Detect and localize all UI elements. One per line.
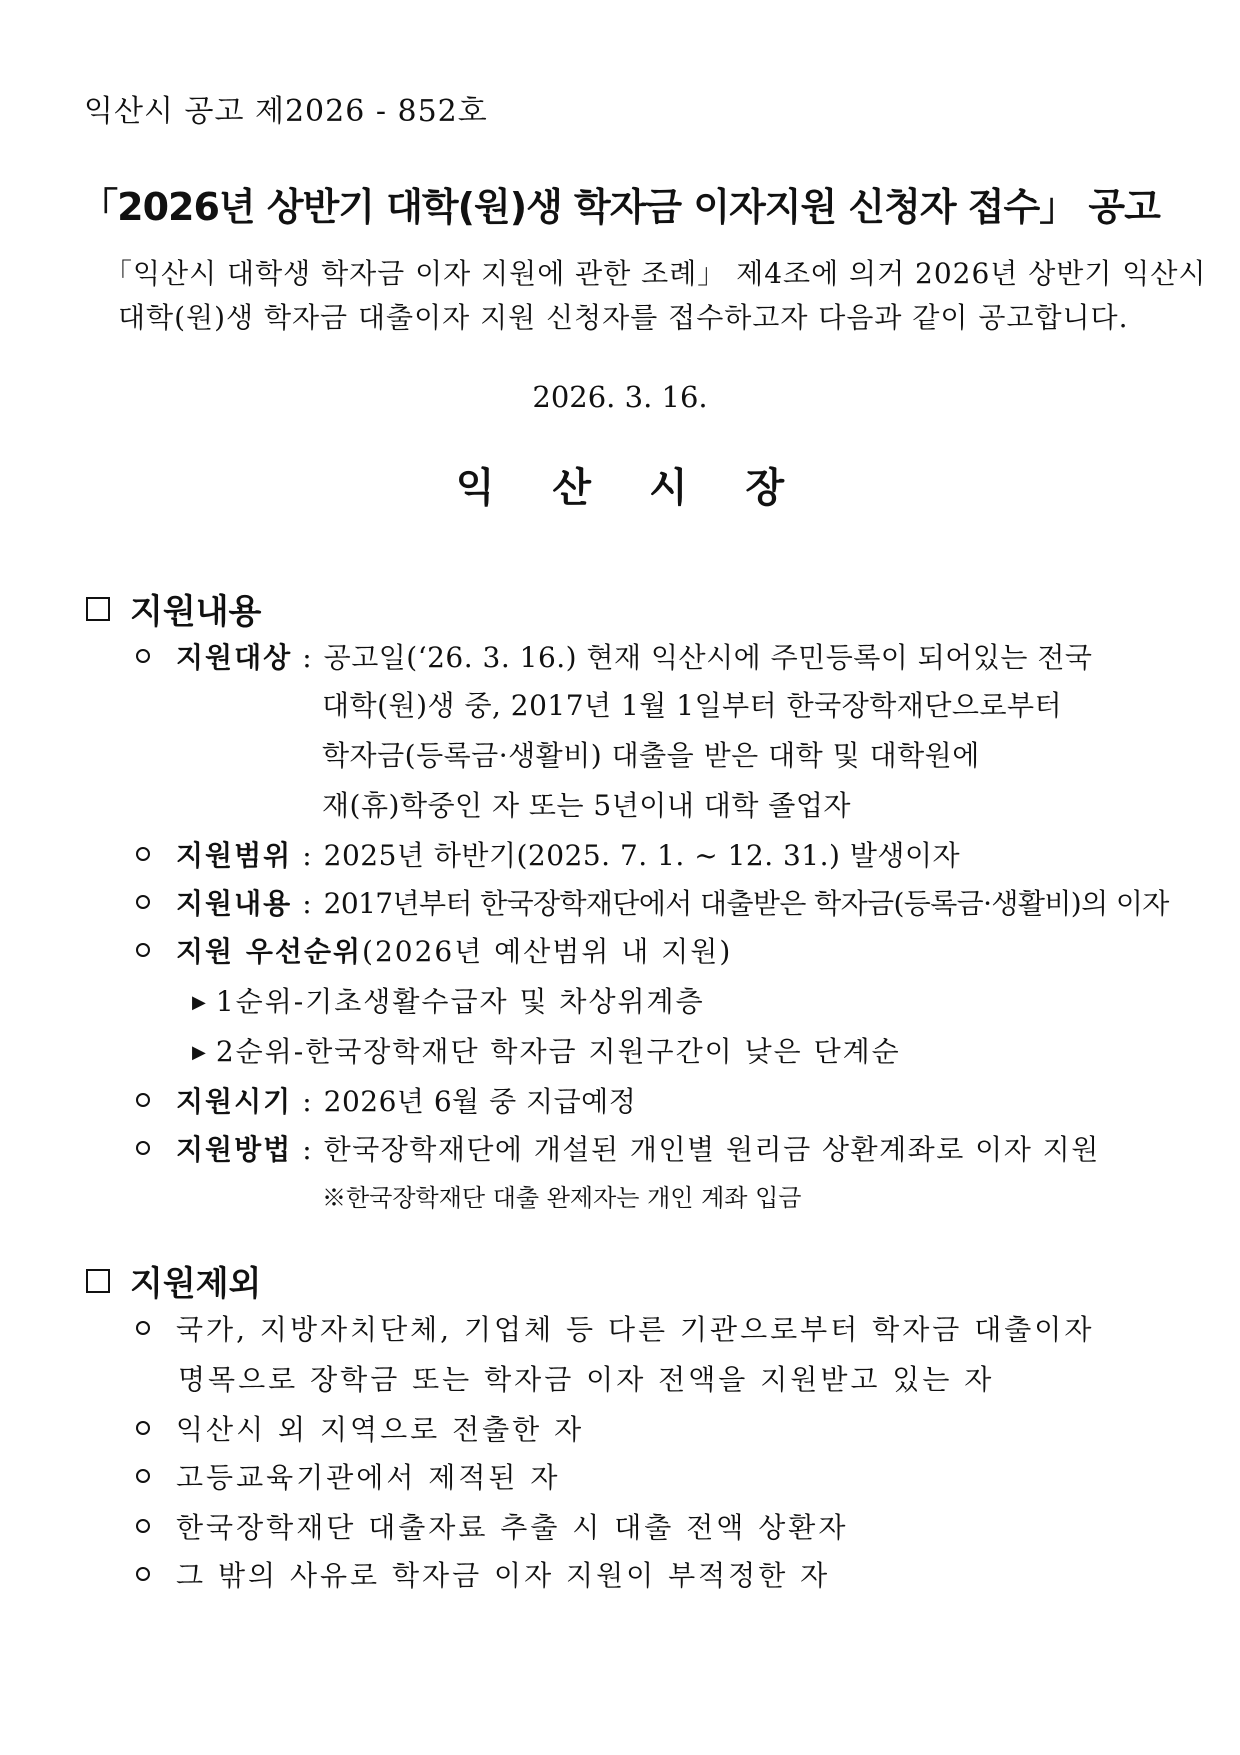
item-content — [136, 882, 1169, 922]
exclusion-text: 한국장학재단 대출자료 추출 시 대출 전액 상환자 — [176, 1511, 849, 1544]
target-line-3: 학자금(등록금·생활비) 대출을 받은 대학 및 대학원에 — [322, 739, 980, 772]
circle-bullet-icon — [136, 1421, 150, 1435]
exclusion-item-4 — [136, 1506, 848, 1546]
item-label: 지원시기 — [176, 1085, 293, 1118]
notice-number: 익산시 공고 제2026 - 852호 — [84, 94, 488, 129]
circle-bullet-icon — [136, 1567, 150, 1581]
intro-line-1: 「익산시 대학생 학자금 이자 지원에 관한 조례」 제4조에 의거 2026년 상반기 익산시 — [104, 257, 1207, 290]
exclusion-item-5 — [136, 1554, 830, 1594]
triangle-bullet-icon: ▶ — [192, 992, 208, 1013]
exclusion-text: 익산시 외 지역으로 전출한 자 — [176, 1413, 585, 1446]
triangle-bullet-icon: ▶ — [192, 1042, 208, 1063]
circle-bullet-icon — [136, 1469, 150, 1483]
priority-text: 1순위-기초생활수급자 및 차상위계층 — [215, 985, 705, 1018]
exclusion-item-2 — [136, 1408, 584, 1448]
exclusion-item-1-line-2: 명목으로 장학금 또는 학자금 이자 전액을 지원받고 있는 자 — [178, 1363, 995, 1396]
document-title: 「2026년 상반기 대학(원)생 학자금 이자지원 신청자 접수」 공고 — [80, 185, 1160, 229]
colon: : — [302, 1085, 312, 1118]
item-method — [136, 1128, 1100, 1168]
circle-bullet-icon — [136, 649, 150, 663]
priority-text: 2순위-한국장학재단 학자금 지원구간이 낮은 단계순 — [215, 1035, 901, 1068]
item-value: 2017년부터 한국장학재단에서 대출받은 학자금(등록금·생활비)의 이자 — [323, 887, 1169, 920]
colon: : — [302, 641, 312, 674]
exclusion-text: 국가, 지방자치단체, 기업체 등 다른 기관으로부터 학자금 대출이자 — [176, 1313, 1095, 1346]
item-label: 지원범위 — [176, 839, 293, 872]
item-value: 한국장학재단에 개설된 개인별 원리금 상환계좌로 이자 지원 — [323, 1133, 1100, 1166]
item-value: 공고일(‘26. 3. 16.) 현재 익산시에 주민등록이 되어있는 전국 — [323, 641, 1093, 674]
section-title: 지원제외 — [130, 1264, 262, 1304]
circle-bullet-icon — [136, 1519, 150, 1533]
circle-bullet-icon — [136, 1141, 150, 1155]
circle-bullet-icon — [136, 943, 150, 957]
item-value: 2025년 하반기(2025. 7. 1. ~ 12. 31.) 발생이자 — [323, 839, 961, 872]
exclusion-item-1 — [136, 1308, 1094, 1348]
item-scope — [136, 834, 960, 874]
target-line-4: 재(휴)학중인 자 또는 5년이내 대학 졸업자 — [322, 789, 851, 822]
checkbox-square-icon — [86, 1269, 110, 1293]
item-timing — [136, 1080, 636, 1120]
item-label: 지원대상 — [176, 641, 293, 674]
item-label: 지원 우선순위 — [176, 935, 363, 968]
item-target — [136, 636, 1092, 676]
circle-bullet-icon — [136, 1321, 150, 1335]
issuer-name: 익 산 시 장 — [455, 464, 807, 511]
colon: : — [302, 1133, 312, 1166]
exclusion-text: 고등교육기관에서 제적된 자 — [176, 1461, 561, 1494]
priority-item-2 — [192, 1030, 901, 1070]
colon: : — [302, 887, 312, 920]
method-note: ※한국장학재단 대출 완제자는 개인 계좌 입금 — [322, 1184, 802, 1212]
section-support-heading — [86, 584, 261, 633]
item-value: (2026년 예산범위 내 지원) — [362, 935, 733, 968]
target-line-2: 대학(원)생 중, 2017년 1월 1일부터 한국장학재단으로부터 — [322, 689, 1063, 722]
item-value: 2026년 6월 중 지급예정 — [323, 1085, 637, 1118]
circle-bullet-icon — [136, 847, 150, 861]
circle-bullet-icon — [136, 895, 150, 909]
item-label: 지원내용 — [176, 887, 293, 920]
notice-date: 2026. 3. 16. — [532, 380, 708, 414]
exclusion-text: 그 밖의 사유로 학자금 이자 지원이 부적정한 자 — [176, 1559, 831, 1592]
item-label: 지원방법 — [176, 1133, 293, 1166]
checkbox-square-icon — [86, 597, 110, 621]
item-priority — [136, 930, 732, 970]
intro-line-2: 대학(원)생 학자금 대출이자 지원 신청자를 접수하고자 다음과 같이 공고합니다. — [118, 301, 1129, 334]
circle-bullet-icon — [136, 1093, 150, 1107]
colon: : — [302, 839, 312, 872]
exclusion-item-3 — [136, 1456, 560, 1496]
section-exclusion-heading — [86, 1256, 261, 1305]
section-title: 지원내용 — [130, 592, 262, 632]
priority-item-1 — [192, 980, 705, 1020]
